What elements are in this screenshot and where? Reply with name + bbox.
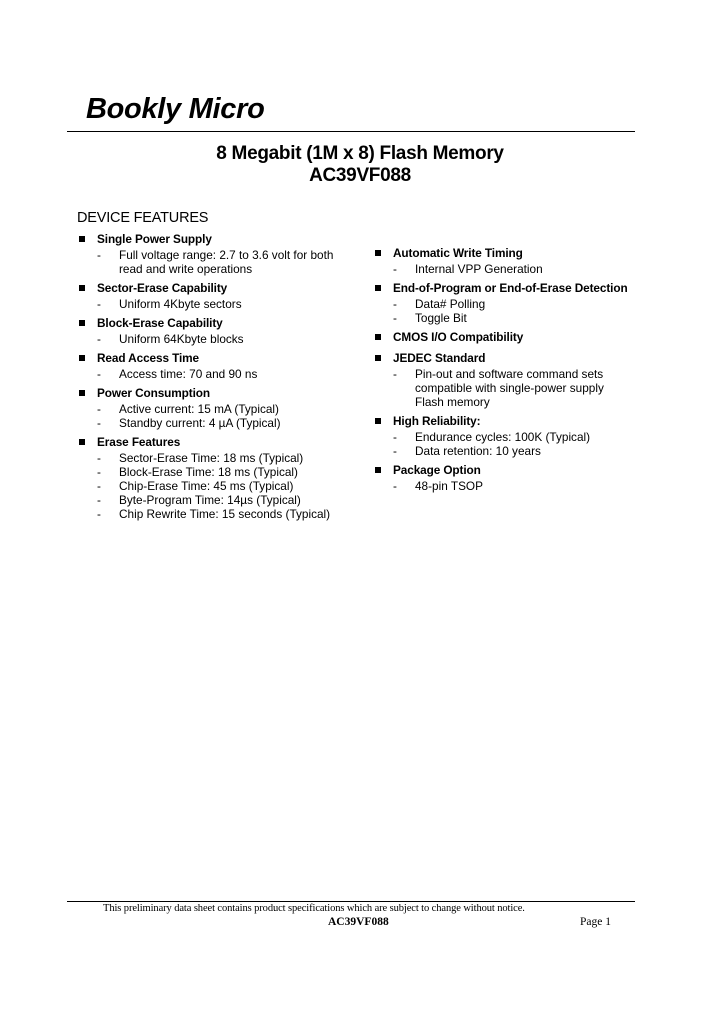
dash-bullet-icon: -	[97, 416, 101, 430]
feature-item	[373, 414, 653, 458]
feature-detail: - Chip Rewrite Time: 15 seconds (Typical)	[97, 507, 331, 521]
feature-item	[373, 463, 653, 493]
bullet-square-icon	[375, 467, 381, 473]
part-number-title: AC39VF088	[309, 165, 411, 186]
bullet-square-icon	[375, 285, 381, 291]
dash-bullet-icon: -	[97, 507, 101, 521]
feature-title: High Reliability:	[393, 414, 481, 428]
dash-bullet-icon: -	[97, 297, 101, 311]
feature-detail: - 48-pin TSOP	[393, 479, 483, 493]
feature-title: CMOS I/O Compatibility	[393, 330, 524, 344]
feature-detail: - Sector-Erase Time: 18 ms (Typical)	[97, 451, 304, 465]
page-number: Page 1	[580, 916, 611, 928]
dash-bullet-icon: -	[393, 444, 397, 458]
dash-bullet-icon: -	[97, 465, 101, 479]
feature-item	[77, 351, 357, 381]
feature-detail: - Endurance cycles: 100K (Typical)	[393, 430, 591, 444]
footer-part-number: AC39VF088	[328, 916, 389, 928]
feature-detail: - Chip-Erase Time: 45 ms (Typical)	[97, 479, 294, 493]
feature-detail: - Data retention: 10 years	[393, 444, 541, 458]
feature-item	[373, 281, 653, 325]
dash-bullet-icon: -	[393, 367, 397, 381]
feature-detail: - Toggle Bit	[393, 311, 467, 325]
footer-disclaimer: This preliminary data sheet contains product specifications which are subject to change without notice.	[103, 903, 525, 914]
dash-bullet-icon: -	[97, 332, 101, 346]
feature-detail: - Internal VPP Generation	[393, 262, 543, 276]
header-divider	[67, 131, 635, 132]
bullet-square-icon	[79, 390, 85, 396]
dash-bullet-icon: -	[97, 248, 101, 262]
dash-bullet-icon: -	[393, 297, 397, 311]
bullet-square-icon	[375, 355, 381, 361]
dash-bullet-icon: -	[97, 493, 101, 507]
feature-detail: - Access time: 70 and 90 ns	[97, 367, 258, 381]
bullet-square-icon	[79, 236, 85, 242]
bullet-square-icon	[79, 439, 85, 445]
feature-title: Automatic Write Timing	[393, 246, 523, 260]
dash-bullet-icon: -	[393, 262, 397, 276]
feature-detail: - Data# Polling	[393, 297, 486, 311]
feature-item	[77, 386, 357, 430]
dash-bullet-icon: -	[97, 479, 101, 493]
feature-item	[373, 330, 653, 344]
feature-title: Power Consumption	[97, 386, 210, 400]
bullet-square-icon	[375, 334, 381, 340]
dash-bullet-icon: -	[97, 402, 101, 416]
feature-title: Single Power Supply	[97, 232, 212, 246]
feature-item	[77, 435, 357, 521]
bullet-square-icon	[79, 355, 85, 361]
feature-detail: - Uniform 64Kbyte blocks	[97, 332, 244, 346]
feature-item	[77, 316, 357, 346]
bullet-square-icon	[79, 285, 85, 291]
feature-detail: - Pin-out and software command sets compatible with single-power supply Flash memory	[393, 367, 604, 409]
left-feature-column	[77, 232, 357, 521]
feature-item	[373, 351, 653, 409]
feature-detail: - Standby current: 4 µA (Typical)	[97, 416, 281, 430]
document-title: 8 Megabit (1M x 8) Flash Memory	[216, 143, 504, 164]
feature-title: End-of-Program or End-of-Erase Detection	[393, 281, 628, 295]
brand-logo-text: Bookly Micro	[86, 93, 265, 125]
feature-item	[77, 281, 357, 311]
feature-title: Erase Features	[97, 435, 181, 449]
right-feature-column	[373, 246, 653, 493]
feature-detail: - Active current: 15 mA (Typical)	[97, 402, 279, 416]
feature-item	[77, 232, 357, 276]
dash-bullet-icon: -	[97, 367, 101, 381]
feature-detail: - Uniform 4Kbyte sectors	[97, 297, 242, 311]
dash-bullet-icon: -	[393, 430, 397, 444]
dash-bullet-icon: -	[97, 451, 101, 465]
feature-title: Package Option	[393, 463, 481, 477]
feature-title: JEDEC Standard	[393, 351, 486, 365]
bullet-square-icon	[375, 250, 381, 256]
feature-item	[373, 246, 653, 276]
section-heading: DEVICE FEATURES	[77, 210, 209, 226]
dash-bullet-icon: -	[393, 311, 397, 325]
feature-title: Read Access Time	[97, 351, 200, 365]
bullet-square-icon	[79, 320, 85, 326]
feature-detail: - Block-Erase Time: 18 ms (Typical)	[97, 465, 298, 479]
feature-detail: - Full voltage range: 2.7 to 3.6 volt for both read and write operations	[97, 248, 334, 276]
dash-bullet-icon: -	[393, 479, 397, 493]
feature-detail: - Byte-Program Time: 14µs (Typical)	[97, 493, 301, 507]
footer-divider	[67, 901, 635, 902]
bullet-square-icon	[375, 418, 381, 424]
feature-title: Sector-Erase Capability	[97, 281, 228, 295]
feature-title: Block-Erase Capability	[97, 316, 223, 330]
